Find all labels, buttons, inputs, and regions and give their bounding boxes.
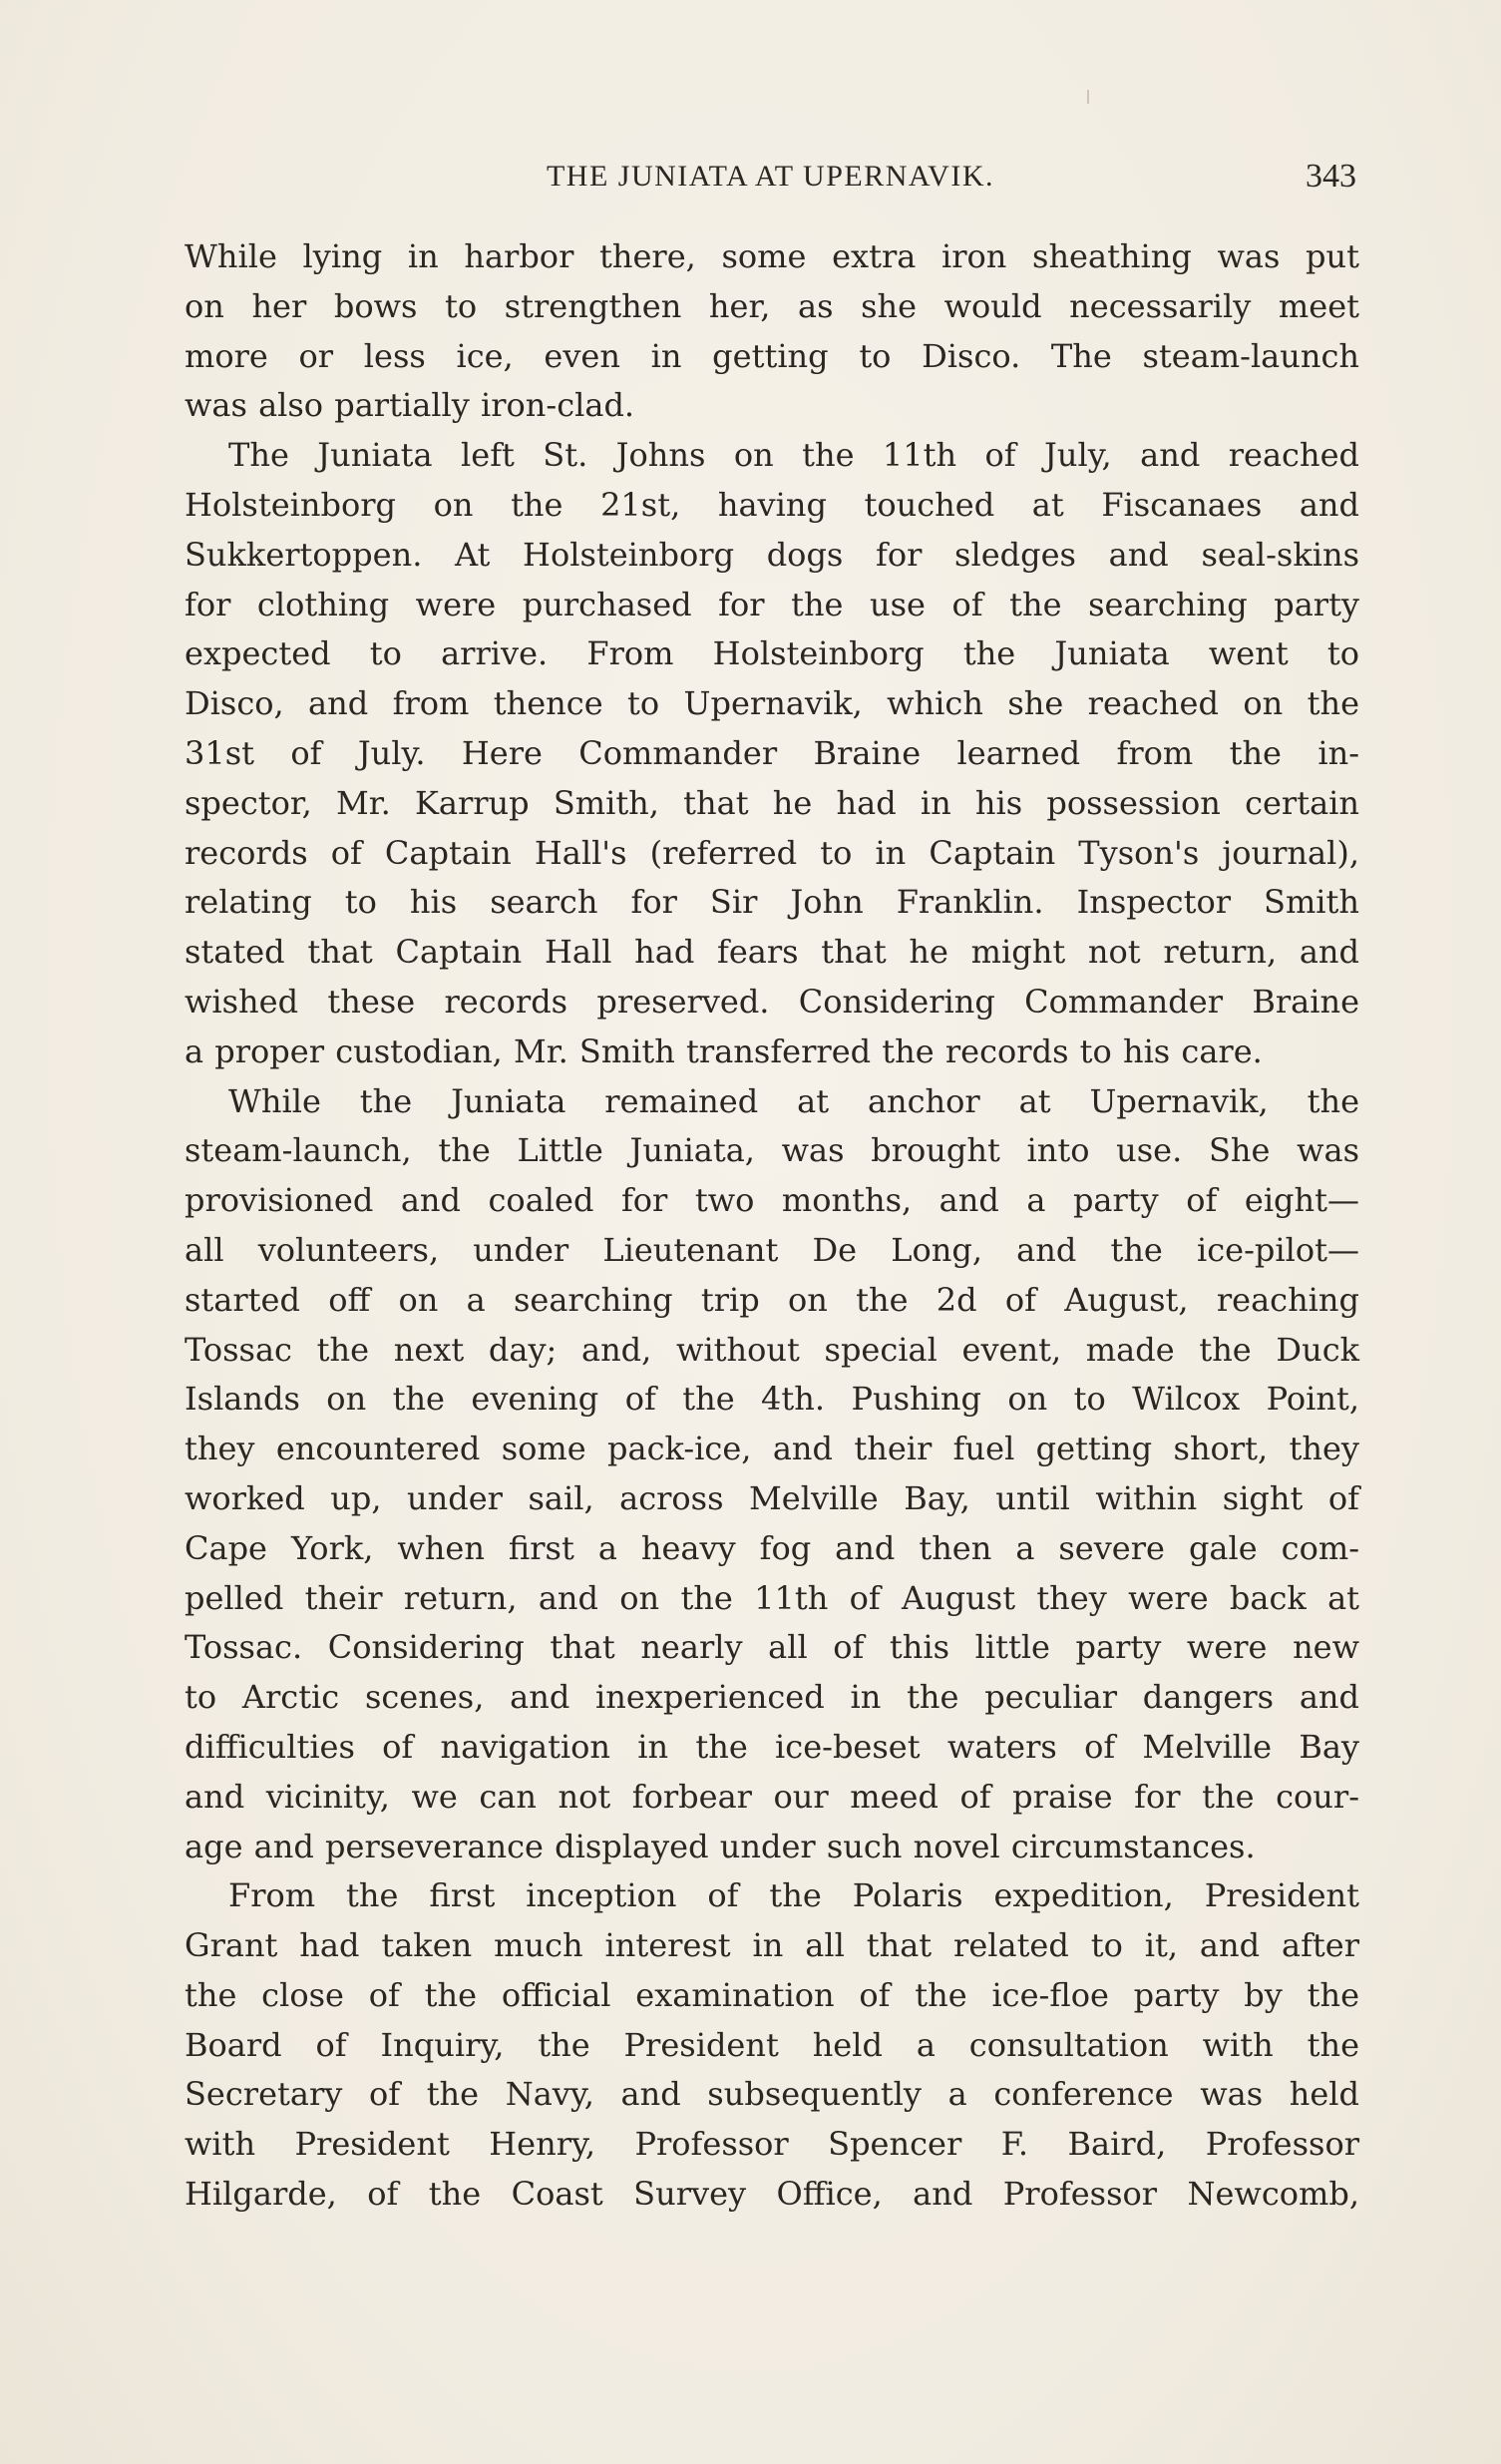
text-line: steam-launch, the Little Juniata, was brought into use. She was [185,1131,1359,1170]
text-line: While the Juniata remained at anchor at Upernavik, the [228,1081,1359,1120]
text-line: started off on a searching trip on the 2d of August, reaching [185,1280,1359,1319]
text-line: relating to his search for Sir John Franklin. Inspector Smith [185,883,1359,922]
text-line: The Juniata left St. Johns on the 11th of July, and reached [228,436,1359,475]
text-line: records of Captain Hall's (referred to in Captain Tyson's journal), [185,833,1359,872]
text-line: Sukkertoppen. At Holsteinborg dogs for sledges and seal-skins [185,535,1359,574]
body-text [185,232,1359,2220]
text-line: Grant had taken much interest in all that related to it, and after [185,1926,1359,1965]
text-line: with President Henry, Professor Spencer F. Baird, Professor [185,2125,1359,2164]
text-line: Tossac the next day; and, without special event, made the Duck [185,1330,1359,1369]
text-line: Islands on the evening of the 4th. Pushing on to Wilcox Point, [185,1380,1359,1419]
text-line: pelled their return, and on the 11th of August they were back at [185,1578,1359,1617]
text-line: age and perseverance displayed under such novel circumstances. [185,1827,1256,1865]
text-line: and vicinity, we can not forbear our meed of praise for the cour- [185,1777,1359,1816]
running-header [185,160,1356,204]
text-line: all volunteers, under Lieutenant De Long, and the ice-pilot— [185,1230,1359,1269]
text-line: the close of the official examination of the ice-floe party by the [185,1975,1359,2014]
text-line: for clothing were purchased for the use of the searching party [185,585,1359,623]
text-line: difficulties of navigation in the ice-beset waters of Melville Bay [185,1727,1359,1766]
text-line: to Arctic scenes, and inexperienced in the peculiar dangers and [185,1678,1359,1717]
running-title: THE JUNIATA AT UPERNAVIK. [546,160,995,193]
text-line: expected to arrive. From Holsteinborg the Juniata went to [185,634,1359,673]
text-line: a proper custodian, Mr. Smith transferred the records to his care. [185,1031,1263,1070]
text-line: Disco, and from thence to Upernavik, which she reached on the [185,684,1359,723]
text-line: Tossac. Considering that nearly all of this little party were new [185,1628,1359,1667]
text-line: was also partially iron-clad. [185,386,635,425]
text-line: worked up, under sail, across Melville Bay, until within sight of [185,1478,1359,1517]
text-line: While lying in harbor there, some extra iron sheathing was put [185,237,1359,275]
text-line: Secretary of the Navy, and subsequently a conference was held [185,2075,1359,2114]
text-line: wished these records preserved. Considering Commander Braine [185,982,1359,1021]
text-line: From the first inception of the Polaris expedition, President [228,1876,1359,1915]
text-line: more or less ice, even in getting to Disco. The steam-launch [185,336,1359,375]
text-line: Cape York, when first a heavy fog and then a severe gale com- [185,1528,1359,1567]
page-number: 343 [1306,158,1356,195]
text-line: Board of Inquiry, the President held a consultation with the [185,2025,1359,2064]
text-line: they encountered some pack-ice, and their fuel getting short, they [185,1430,1359,1468]
text-line: Holsteinborg on the 21st, having touched at Fiscanaes and [185,485,1359,524]
text-line: stated that Captain Hall had fears that he might not return, and [185,933,1359,972]
text-line: Hilgarde, of the Coast Survey Office, and Professor Newcomb, [185,2175,1359,2214]
text-line: 31st of July. Here Commander Braine learned from the in- [185,733,1359,772]
text-line: on her bows to strengthen her, as she would necessarily meet [185,286,1359,325]
page-blemish [1087,90,1089,104]
text-line: provisioned and coaled for two months, and a party of eight— [185,1181,1359,1220]
text-line: spector, Mr. Karrup Smith, that he had in his possession certain [185,783,1359,822]
